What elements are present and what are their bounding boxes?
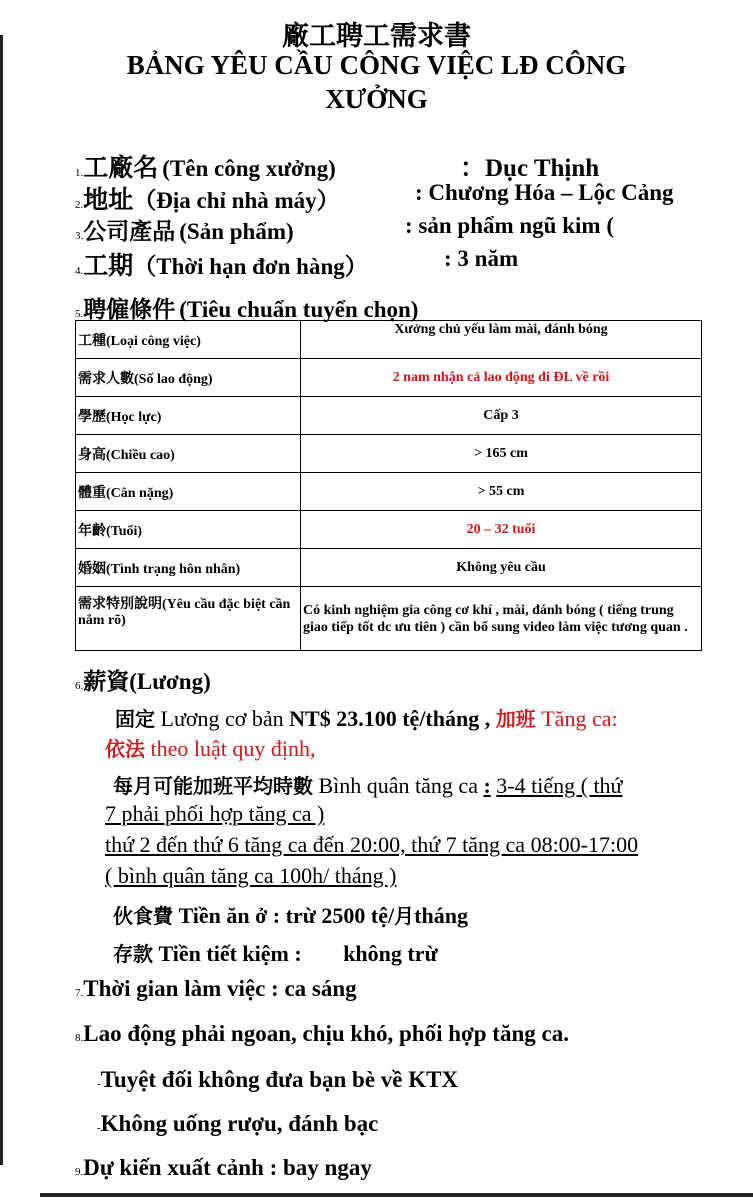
item-no-alcohol-gambling: -Không uống rượu, đánh bạc — [97, 1111, 379, 1136]
item-working-time: 7.Thời gian làm việc : ca sáng — [75, 976, 357, 1001]
row-label: 年齡(Tuổi) — [76, 511, 301, 549]
row-label: 體重(Cân nặng) — [76, 473, 301, 511]
section-6-heading: 6.薪資(Lương) — [75, 669, 211, 694]
row-label: 學歷(Học lực) — [76, 397, 301, 435]
info-address-value: : Chương Hóa – Lộc Cảng — [415, 180, 674, 205]
table-row — [76, 359, 702, 397]
bottom-border — [40, 1193, 753, 1197]
table-row — [76, 321, 702, 359]
section-5-heading: 5.聘僱條件 (Tiêu chuẩn tuyển chọn) — [75, 297, 419, 322]
overtime-average-line: 每月可能加班平均時數 Bình quân tăng ca : 3-4 tiếng ( thứ — [113, 773, 623, 798]
row-value: 20 – 32 tuổi — [301, 511, 702, 549]
info-product: 3.公司產品 (Sản phẩm) — [75, 219, 294, 244]
row-value: Xưởng chủ yếu làm mài, đánh bóng — [301, 321, 702, 359]
food-cost-line: 伙食費 Tiền ăn ở : trừ 2500 tệ/月tháng — [113, 903, 468, 928]
info-factory-name: 1.工廠名 (Tên công xưởng) — [75, 155, 336, 182]
left-border — [0, 35, 3, 1165]
item-departure: 9.Dự kiến xuất cảnh : bay ngay — [75, 1155, 372, 1180]
info-address: 2.地址（Địa chỉ nhà máy） — [75, 187, 340, 214]
row-label: 需求特別說明(Yêu cầu đặc biệt cần nắm rõ) — [76, 587, 301, 651]
row-value: 2 nam nhận cả lao động đi ĐL về rồi — [301, 359, 702, 397]
title-chinese: 廠工聘工需求書 — [282, 21, 471, 51]
row-value: > 165 cm — [301, 435, 702, 473]
row-value: > 55 cm — [301, 473, 702, 511]
info-factory-value: ：Dục Thịnh — [460, 155, 600, 182]
row-label: 身高(Chiều cao) — [76, 435, 301, 473]
item-no-friends-dorm: -Tuyệt đối không đưa bạn bè về KTX — [97, 1067, 459, 1092]
table-row — [76, 511, 702, 549]
table-row — [76, 587, 702, 651]
title-vietnamese-line1: BẢNG YÊU CẦU CÔNG VIỆC LĐ CÔNG — [126, 50, 627, 80]
overtime-schedule-line: thứ 2 đến thứ 6 tăng ca đến 20:00, thứ 7 tăng ca 08:00-17:00 — [105, 832, 639, 857]
row-value: Không yêu cầu — [301, 549, 702, 587]
salary-law-line: 依法 theo luật quy định, — [105, 736, 316, 761]
info-duration: 4.工期（Thời hạn đơn hàng） — [75, 253, 368, 280]
row-value: Có kinh nghiệm gia công cơ khí , mài, đánh bóng ( tiếng trung giao tiếp tốt dc ưu tiên ) cần bổ sung video làm việc tương quan . — [301, 587, 702, 651]
savings-line: 存款 Tiền tiết kiệm : không trừ — [113, 941, 438, 966]
row-value: Cấp 3 — [301, 397, 702, 435]
info-product-value: : sản phẩm ngũ kim ( — [405, 213, 614, 238]
row-label: 婚姻(Tình trạng hôn nhân) — [76, 549, 301, 587]
overtime-monthly-line: ( bình quân tăng ca 100h/ tháng ) — [105, 863, 397, 888]
table-row — [76, 473, 702, 511]
table-row — [76, 397, 702, 435]
table-row — [76, 549, 702, 587]
item-worker-conduct: 8.Lao động phải ngoan, chịu khó, phối hợp tăng ca. — [75, 1021, 569, 1046]
info-duration-value: : 3 năm — [444, 246, 519, 271]
requirements-table — [75, 320, 702, 651]
row-label: 工種(Loại công việc) — [76, 321, 301, 359]
salary-fixed-line: 固定 Lương cơ bản NT$ 23.100 tệ/tháng , 加班 Tăng ca: — [115, 706, 618, 731]
title-vietnamese-line2: XƯỞNG — [325, 84, 428, 114]
row-label: 需求人數(Số lao động) — [76, 359, 301, 397]
overtime-saturday-line: 7 phải phối hợp tăng ca ) — [105, 801, 325, 826]
table-row — [76, 435, 702, 473]
